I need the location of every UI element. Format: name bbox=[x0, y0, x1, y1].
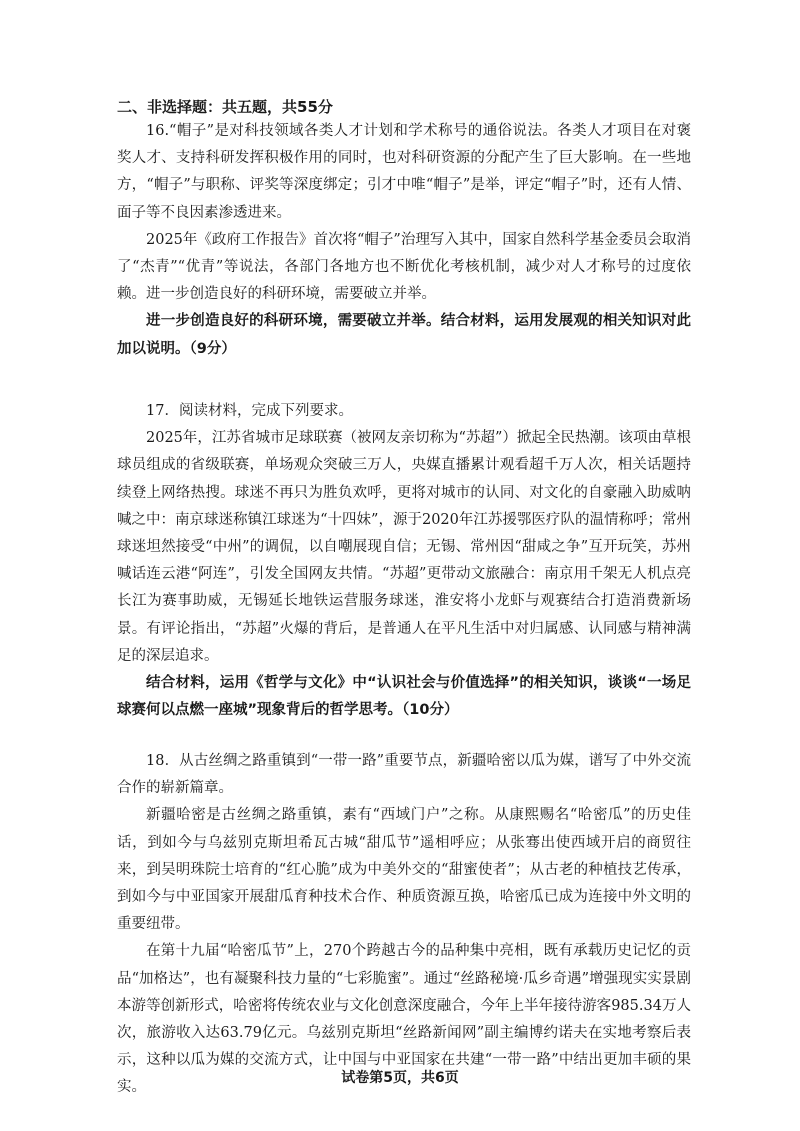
question-17-intro: 17．阅读材料，完成下列要求。 bbox=[146, 403, 353, 419]
question-16 bbox=[117, 118, 691, 363]
question-18 bbox=[117, 748, 691, 1102]
question-17 bbox=[117, 398, 691, 724]
section-title: 二、非选择题：共五题，共55分 bbox=[117, 98, 333, 116]
question-17-material: 2025年，江苏省城市足球联赛（被网友亲切称为“苏超”）掀起全民热潮。该项由草根球员组成的省级联赛，单场观众突破三万人，央媒直播累计观看超千万人次，相关话题持续登上网络热搜。球迷不再只为胜负欢呼，更将对城市的认同、对文化的自豪融入助威呐喊之中：南京球迷称镇江球迷为“十四妹”，源于2020年江苏援鄂医疗队的温情称呼；常州球迷坦然接受“中州”的调侃，以自嘲展现自信；无锡、常州因“甜咸之争”互开玩笑，苏州喊话连云港“阿连”，引发全国网友共情。“苏超”更带动文旅融合：南京用千架无人机点亮长江为赛事助威，无锡延长地铁运营服务球迷，淮安将小龙虾与观赛结合打造消费新场景。有评论指出，“苏超”火爆的背后，是普通人在平凡生活中对归属感、认同感与精神满足的深层追求。 bbox=[117, 430, 691, 664]
question-16-material: 2025年《政府工作报告》首次将“帽子”治理写入其中，国家自然科学基金委员会取消了“杰青”“优青”等说法，各部门各地方也不断优化考核机制，减少对人才称号的过度依赖。进一步创造良好的科研环境，需要破立并举。 bbox=[117, 231, 691, 303]
question-16-intro: 16.“帽子”是对科技领域各类人才计划和学术称号的通俗说法。各类人才项目在对褒奖人才、支持科研发挥积极作用的同时，也对科研资源的分配产生了巨大影响。在一些地方，“帽子”与职称、评奖等深度绑定；引才中唯“帽子”是举，评定“帽子”时，还有人情、面子等不良因素渗透进来。 bbox=[117, 123, 691, 221]
question-18-material-1: 新疆哈密是古丝绸之路重镇，素有“西域门户”之称。从康熙赐名“哈密瓜”的历史佳话，到如今与乌兹别克斯坦希瓦古城“甜瓜节”遥相呼应；从张骞出使西域开启的商贸往来，到吴明珠院士培育的“红心脆”成为中美外交的“甜蜜使者”；从古老的种植技艺传承，到如今与中亚国家开展甜瓜育种技术合作、种质资源互换，哈密瓜已成为连接中外文明的重要纽带。 bbox=[117, 807, 691, 933]
question-16-task: 进一步创造良好的科研环境，需要破立并举。结合材料，运用发展观的相关知识对此加以说明。（9分） bbox=[117, 313, 691, 357]
page-footer: 试卷第5页，共6页 bbox=[341, 1070, 459, 1086]
question-17-task: 结合材料，运用《哲学与文化》中“认识社会与价值选择”的相关知识，谈谈“一场足球赛何以点燃一座城”现象背后的哲学思考。（10分） bbox=[117, 675, 691, 719]
question-18-material-2: 在第十九届“哈密瓜节”上，270个跨越古今的品种集中亮相，既有承载历史记忆的贡品“加格达”，也有凝聚科技力量的“七彩脆蜜”。通过“丝路秘境·瓜乡奇遇”增强现实实景剧本游等创新形式，哈密将传统农业与文化创意深度融合，今年上半年接待游客985.34万人次，旅游收入达63.79亿元。乌兹别克斯坦“丝路新闻网”副主编博约诺夫在实地考察后表示，这种以瓜为媒的交流方式，让中国与中亚国家在共建“一带一路”中结出更加丰硕的果实。 bbox=[117, 943, 691, 1096]
question-18-intro: 18．从古丝绸之路重镇到“一带一路”重要节点，新疆哈密以瓜为媒，谱写了中外交流合作的崭新篇章。 bbox=[117, 753, 691, 797]
